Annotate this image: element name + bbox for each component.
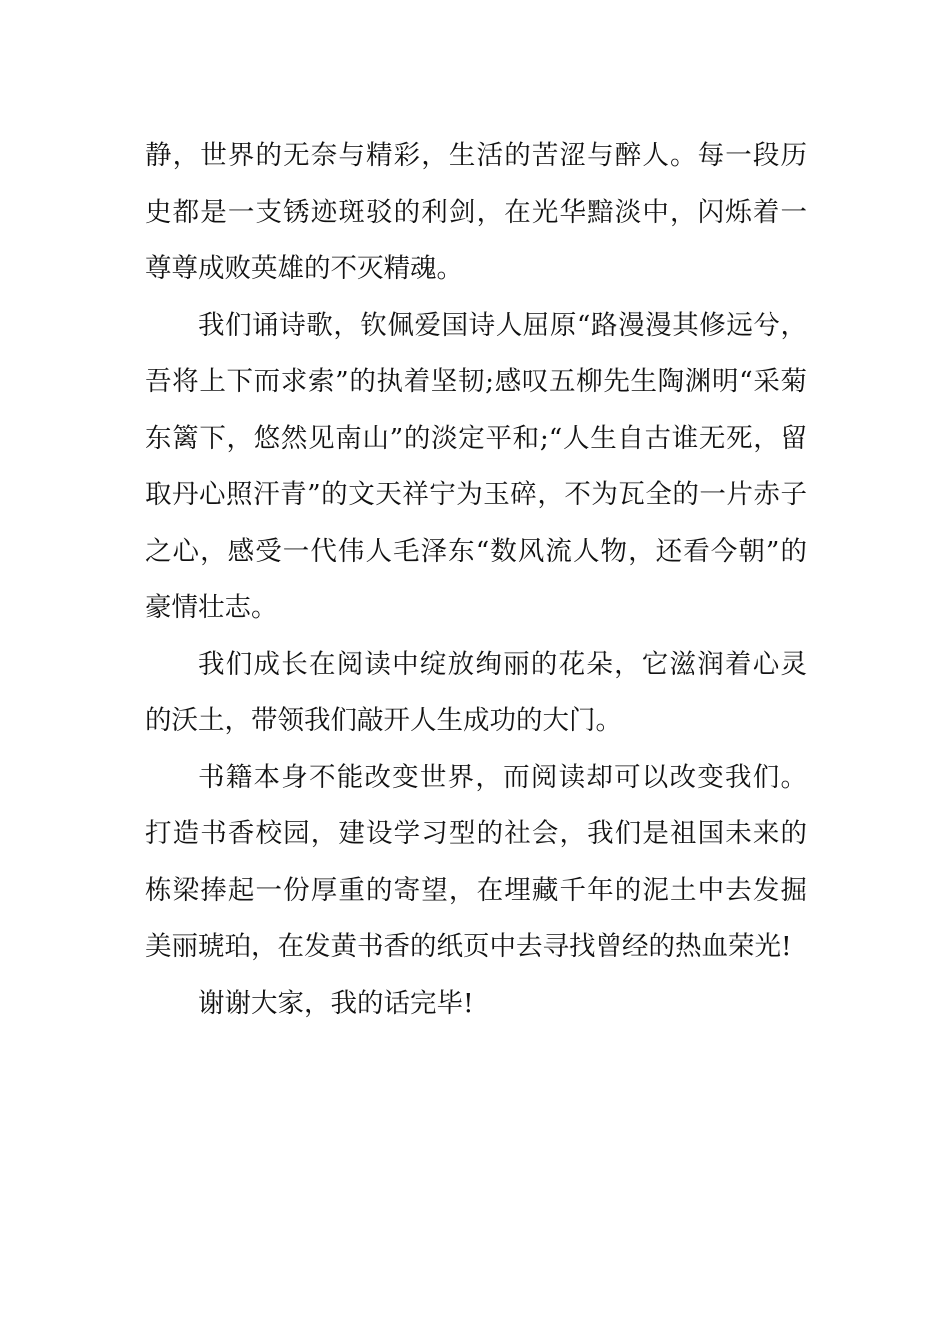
document-body [145,128,807,1032]
paragraph-books: 书籍本身不能改变世界，而阅读却可以改变我们。打造书香校园，建设学习型的社会，我们是祖国未来的栋梁捧起一份厚重的寄望，在埋藏千年的泥土中去发掘美丽琥珀，在发黄书香的纸页中去寻找曾经的热血荣光! [145,761,807,962]
paragraph-growth: 我们成长在阅读中绽放绚丽的花朵，它滋润着心灵的沃土，带领我们敲开人生成功的大门。 [145,648,807,736]
paragraph-closing: 谢谢大家，我的话完毕! [198,987,474,1019]
paragraph-continuation: 静，世界的无奈与精彩，生活的苦涩与醉人。每一段历史都是一支锈迹斑驳的利剑，在光华黯淡中，闪烁着一尊尊成败英雄的不灭精魂。 [145,140,807,284]
paragraph-poetry: 我们诵诗歌，钦佩爱国诗人屈原“路漫漫其修远兮，吾将上下而求索”的执着坚韧;感叹五柳先生陶渊明“采菊东篱下，悠然见南山”的淡定平和;“人生自古谁无死，留取丹心照汗青”的文天祥宁为玉碎，不为瓦全的一片赤子之心，感受一代伟人毛泽东“数风流人物，还看今朝”的豪情壮志。 [145,309,807,623]
